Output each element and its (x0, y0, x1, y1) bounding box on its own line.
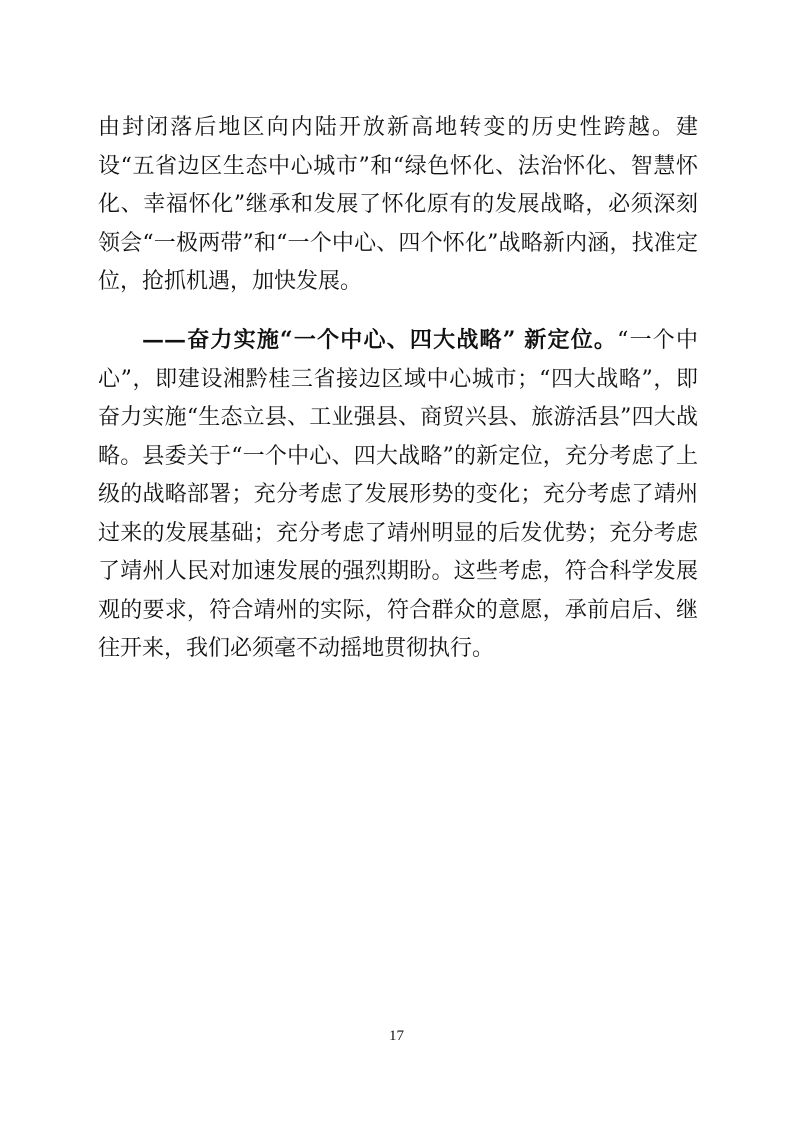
paragraph-2 (98, 321, 698, 669)
paragraph-2-body: “一个中心”，即建设湘黔桂三省接边区域中心城市；“四大战略”，即奋力实施“生态立县、工业强县、商贸兴县、旅游活县”四大战略。县委关于“一个中心、四大战略”的新定位，充分考虑了上级的战略部署；充分考虑了发展形势的变化；充分考虑了靖州过来的发展基础；充分考虑了靖州明显的后发优势；充分考虑了靖州人民对加速发展的强烈期盼。这些考虑，符合科学发展观的要求，符合靖州的实际，符合群众的意愿，承前启后、继往开来，我们必须毫不动摇地贯彻执行。 (98, 328, 698, 661)
page-number: 17 (389, 1028, 404, 1044)
paragraph-1: 由封闭落后地区向内陆开放新高地转变的历史性跨越。建设“五省边区生态中心城市”和“绿色怀化、法治怀化、智慧怀化、幸福怀化”继承和发展了怀化原有的发展战略，必须深刻领会“一极两带”和“一个中心、四个怀化”战略新内涵，找准定位，抢抓机遇，加快发展。 (98, 115, 698, 294)
paragraph-2-lead: ——奋力实施“一个中心、四大战略” 新定位。 (142, 327, 618, 353)
